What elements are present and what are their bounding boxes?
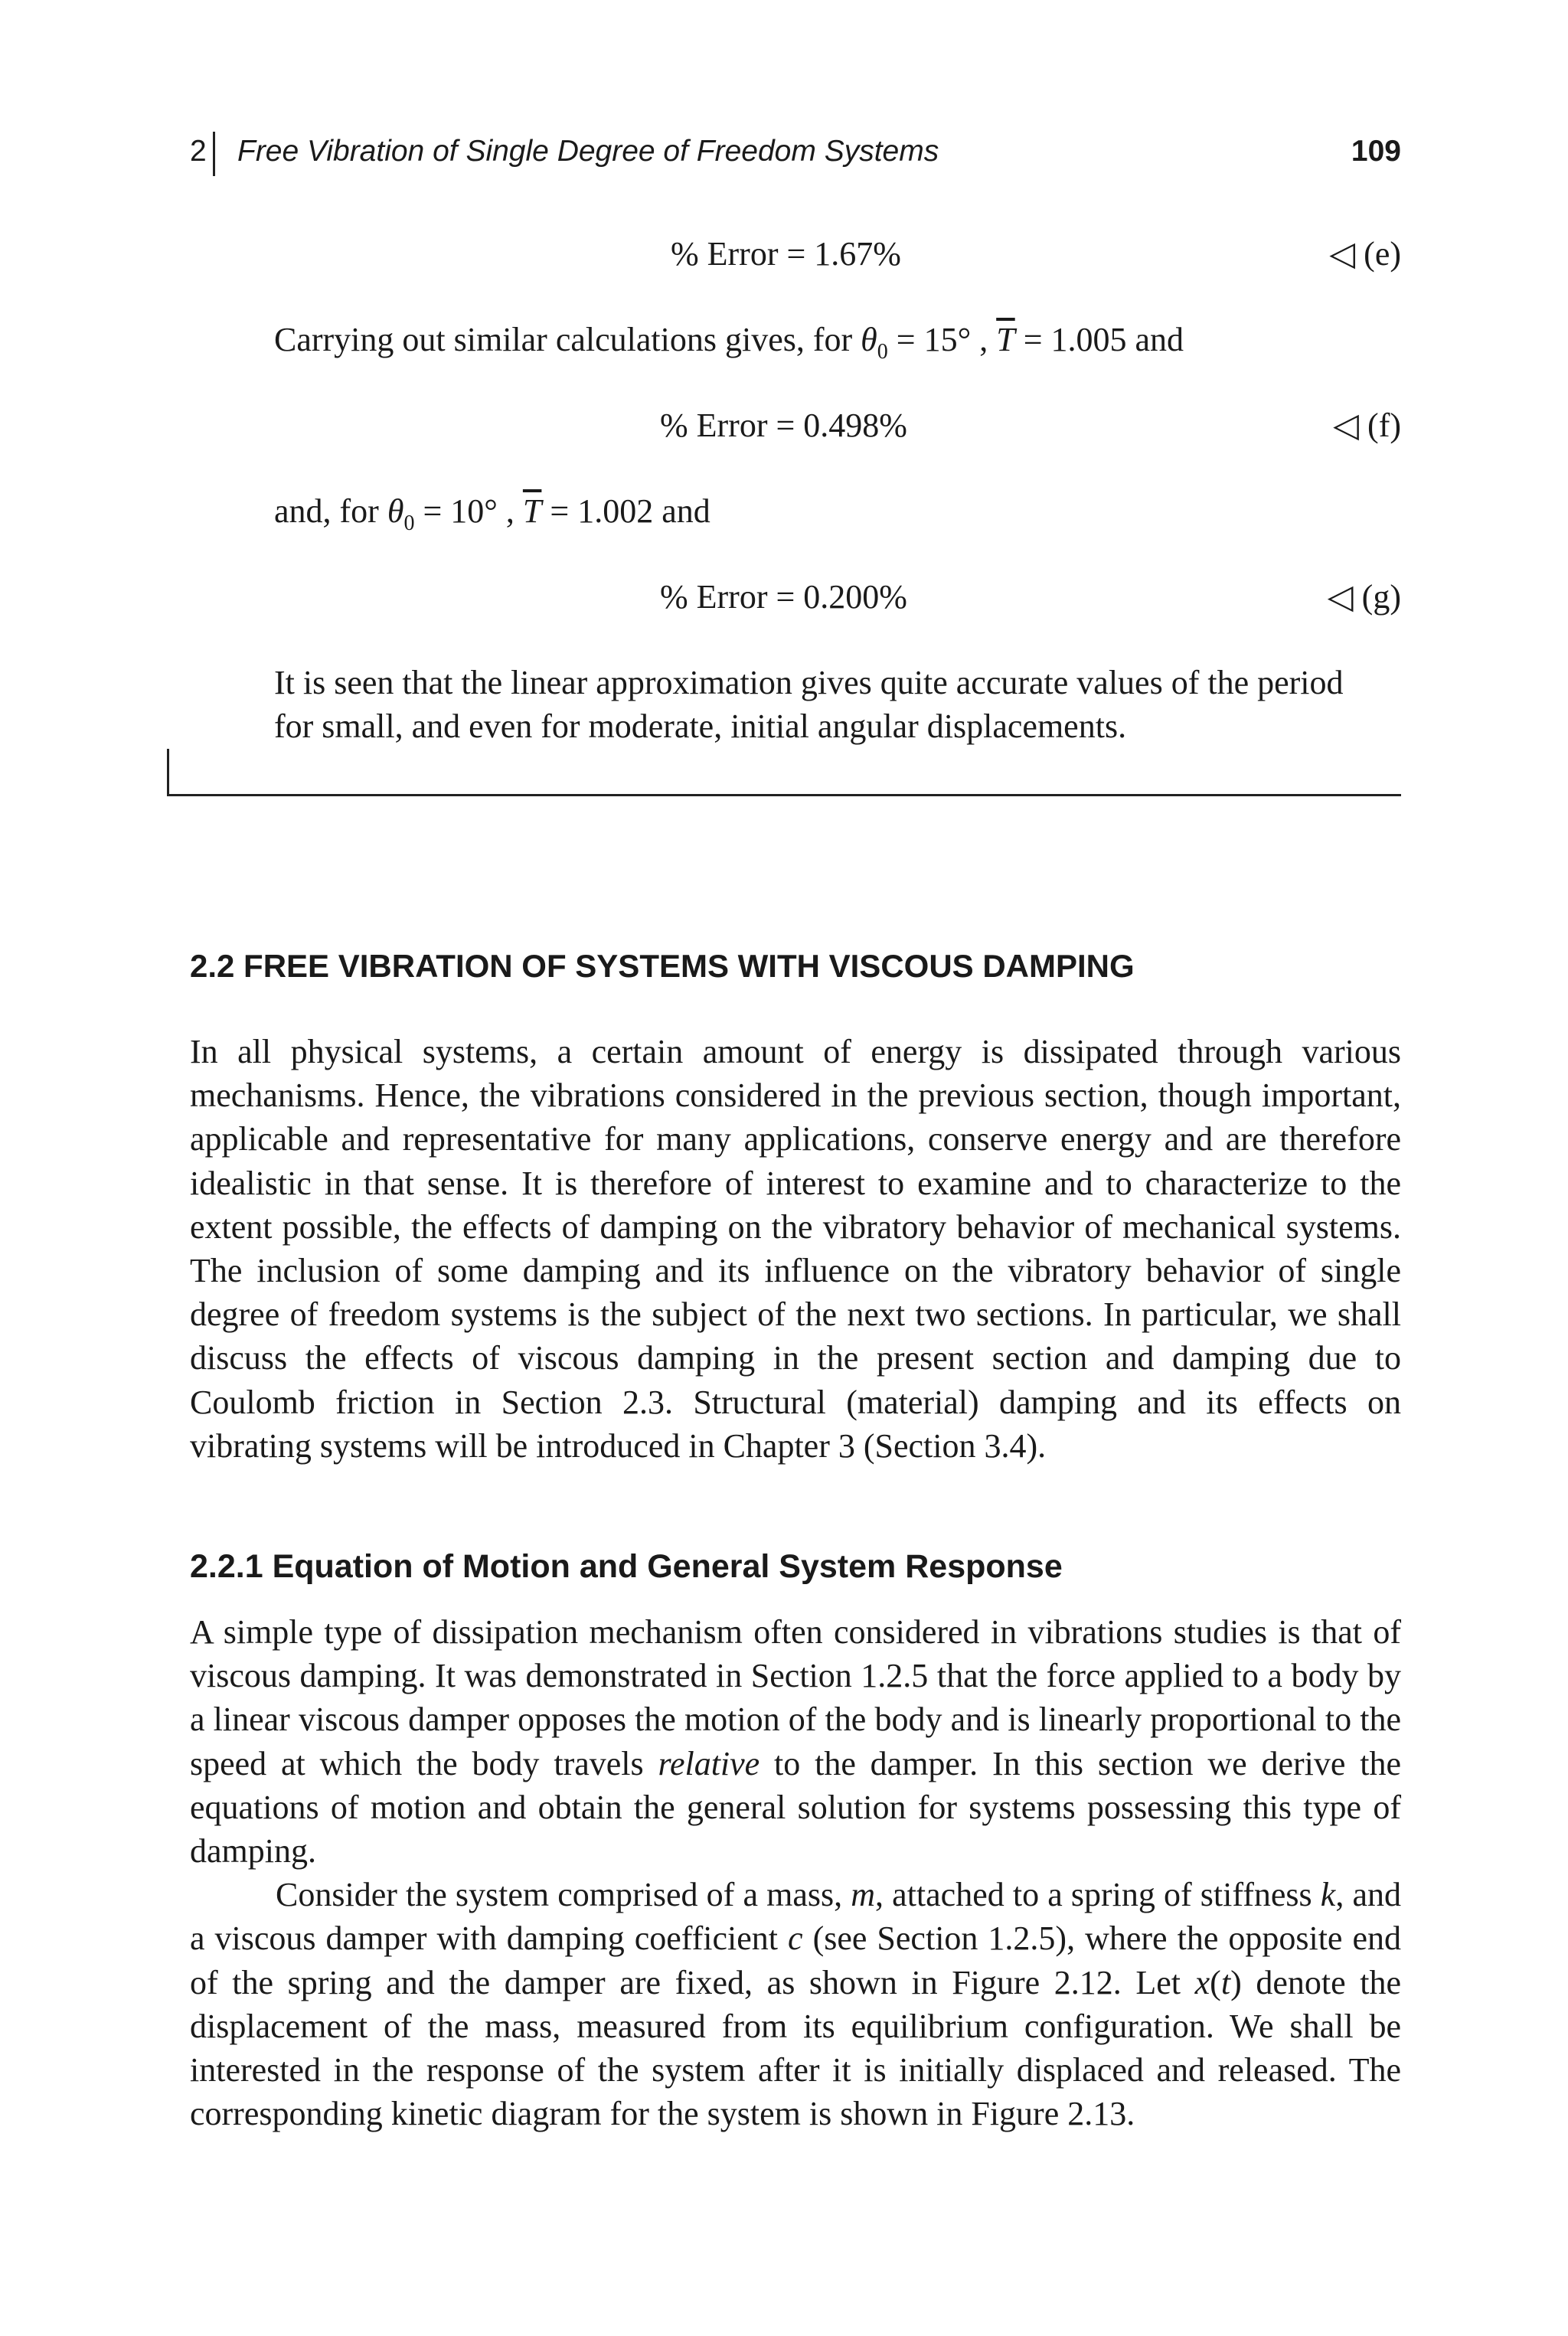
equation-g: % Error = 0.200% [660,578,907,616]
theta-subscript: 0 [877,339,888,364]
equation-tag-e: ◁ (e) [1329,235,1401,273]
paragraph-text: A simple type of dissipation mechanism often considered in vibrations studies is that of viscous damping. It was demonstrated in Section 1.2.5 that the force applied to a body by a linear viscous damper opposes the motion of the body and is linearly proportional to the speed at which the body travels [190,1613,1401,1782]
paragraph-viscous-damping [190,1610,1401,1873]
example-box-bottom-border [167,794,1401,796]
subsection-body [190,1610,1401,2135]
example-box-left-border [167,749,169,796]
conclusion-line-2: for small, and even for moderate, initial angular displacements. [274,707,1127,745]
equation-tag-f: ◁ (f) [1333,407,1401,444]
theta-value: = 15° , [887,321,997,358]
paragraph-text: to the damper. In this section we derive the equations of motion and obtain the general solution for systems possessing this type of damping. [190,1744,1401,1870]
paragraph-text: , attached to a spring of stiffness [875,1876,1321,1914]
theta-symbol: θ [861,321,877,358]
running-head [190,135,1401,178]
paragraph-text: denote the displacement of the mass, measured from its equilibrium configuration. We shall be interested in the response of the system after it is initially displaced and released. The corresponding kinetic diagram for the system is shown in Figure 2.13. [190,1963,1401,2133]
symbol-t: t [1220,1963,1231,2001]
paragraph-text: Consider the system comprised of a mass, [276,1876,851,1914]
paragraph-text: , and a viscous damper with damping coefficient [190,1876,1401,1958]
chapter-number: 2 [190,135,207,168]
equation-f: % Error = 0.498% [660,407,907,444]
conclusion-line-1: It is seen that the linear approximation gives quite accurate values of the period [274,664,1344,701]
theta-symbol: θ [387,492,404,530]
theta-value: = 10° , [414,492,523,530]
paragraph-text: In all physical systems, a certain amount of energy is dissipated through various mechanisms. Hence, the vibrations considered in the previous section, though important, applicable and representative for many applications, conserve energy and are therefore idealistic in that sense. It is therefore of interest to examine and to characterize to the extent possible, the effects of damping on the vibratory behavior of mechanical systems. The inclusion of some damping and its influence on the vibratory behavior of single degree of freedom systems is the subject of the next two sections. In particular, we shall discuss the effects of viscous damping in the present section and damping due to Coulomb friction in Section 2.3. Structural (material) damping and its effects on vibrating systems will be introduced in Chapter 3 (Section 3.4). [190,1033,1401,1465]
t-bar-value: = 1.005 and [1014,321,1184,358]
section-paragraph [190,1030,1401,1468]
paragraph-system-description [190,1873,1401,2135]
theta-subscript: 0 [403,511,415,535]
calc-text: Carrying out similar calculations gives, for [274,321,861,358]
t-bar-value: = 1.002 and [541,492,710,530]
symbol-m: m [851,1876,876,1914]
subsection-heading: 2.2.1 Equation of Motion and General System Response [190,1548,1063,1585]
section-heading: 2.2 FREE VIBRATION OF SYSTEMS WITH VISCOUS DAMPING [190,948,1135,984]
paren: ( [1210,1963,1221,2001]
emphasis-relative: relative [658,1744,760,1782]
equation-e: % Error = 1.67% [671,235,901,273]
symbol-k: k [1320,1876,1336,1914]
t-bar-symbol: $\overline{T}$ [996,321,1015,358]
calc-line-15deg [274,320,1184,364]
paren: ) [1230,1963,1242,2001]
t-bar-symbol: $\overline{T}$ [522,492,542,530]
header-divider [213,132,215,176]
page-number: 109 [1351,135,1401,168]
symbol-c: c [788,1919,803,1958]
chapter-title: Free Vibration of Single Degree of Freedom Systems [237,135,939,168]
equation-tag-g: ◁ (g) [1327,578,1401,616]
calc-line-10deg [274,492,710,536]
calc-text: and, for [274,492,387,530]
symbol-x: x [1194,1963,1210,2001]
paragraph-text: (see Section 1.2.5), where the opposite end of the spring and the damper are fixed, as shown in Figure 2.12. Let [190,1919,1401,2001]
